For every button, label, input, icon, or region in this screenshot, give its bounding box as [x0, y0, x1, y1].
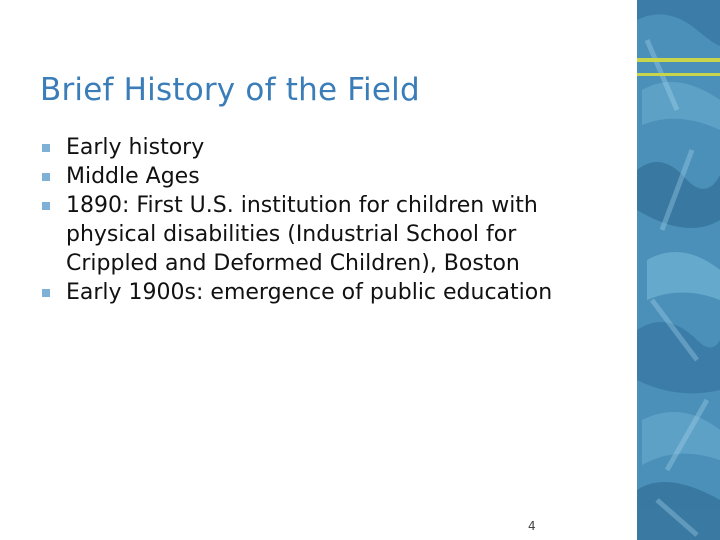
bullet-text: Early history: [66, 135, 205, 160]
bullet-item: [40, 133, 610, 162]
bullet-square-icon: [42, 144, 50, 152]
bullet-item: [40, 162, 610, 191]
bullet-text: Middle Ages: [66, 164, 200, 189]
bullet-item: [40, 191, 610, 278]
bullet-text: Early 1900s: emergence of public education: [66, 280, 553, 305]
bullet-item: [40, 278, 610, 307]
bullet-square-icon: [42, 173, 50, 181]
abstract-pattern-image: [637, 0, 720, 540]
bullet-text: 1890: First U.S. institution for children with physical disabilities (Industrial School for Crippled and Deformed Children), Boston: [66, 193, 538, 276]
bullet-square-icon: [42, 202, 50, 210]
slide-title: Brief History of the Field: [40, 72, 420, 108]
page-number: 4: [528, 519, 536, 533]
decorative-side-panel: [637, 0, 720, 540]
bullet-list: [40, 133, 610, 307]
bullet-square-icon: [42, 289, 50, 297]
